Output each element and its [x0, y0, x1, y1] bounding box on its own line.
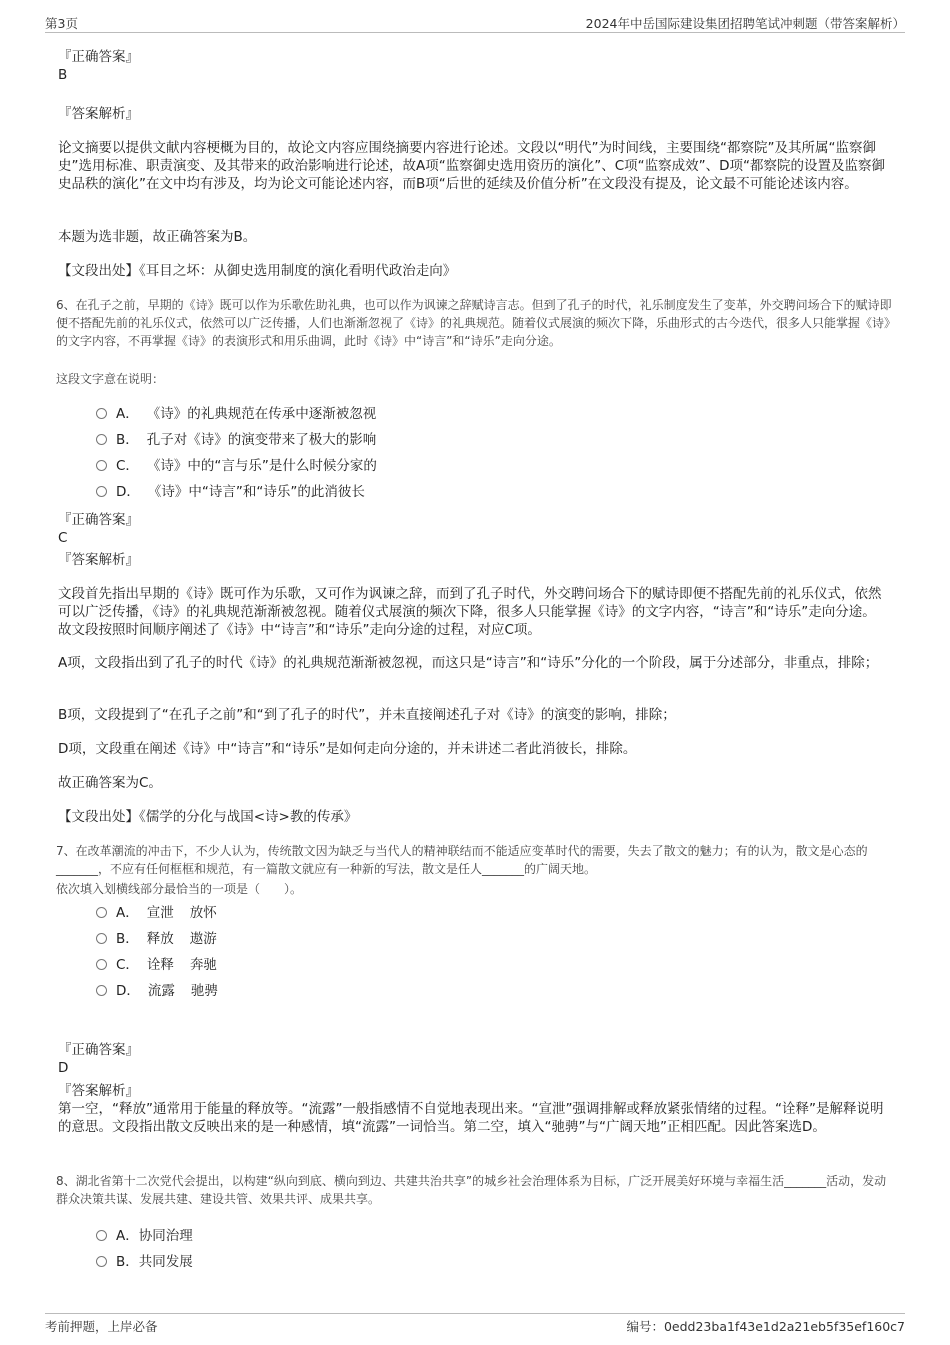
document-title: 2024年中岳国际建设集团招聘笔试冲刺题（带答案解析） — [585, 16, 905, 31]
radio-icon[interactable] — [96, 408, 107, 419]
q6-option-d[interactable] — [96, 483, 365, 501]
q8-option-b[interactable] — [96, 1253, 193, 1271]
q7-question: 7、在改革潮流的冲击下，不少人认为，传统散文因为缺乏与当代人的精神联结而不能适应变革时代的需要，失去了散文的魅力；有的认为，散文是心态的_______，不应有任何框框和规范，有一篇散文就应有一种新的写法，散文是任人_______的广阔天地。 — [56, 844, 868, 876]
radio-icon[interactable] — [96, 959, 107, 970]
q6-analysis-b: B项，文段提到了“在孔子之前”和“到了孔子的时代”，并未直接阐述孔子对《诗》的演变的影响，排除； — [58, 707, 676, 723]
option-text: 《诗》中“诗言”和“诗乐”的此消彼长 — [147, 484, 365, 500]
radio-icon[interactable] — [96, 460, 107, 471]
option-key: C． — [116, 957, 139, 973]
option-word-1: 诠释 — [146, 957, 174, 973]
q6-analysis-main: 文段首先指出早期的《诗》既可作为乐歌，又可作为讽谏之辞，而到了孔子时代，外交聘问场合下的赋诗即便不搭配先前的礼乐仪式，依然可以广泛传播，《诗》的礼典规范渐渐被忽视。随着仪式展演的频次下降，很多人只能掌握《诗》的文字内容，“诗言”和“诗乐”走向分途。故文段按照时间顺序阐述了《诗》中“诗言”和“诗乐”走向分途的过程，对应C项。 — [58, 586, 882, 638]
q6-answer: C — [58, 530, 68, 546]
q7-option-a[interactable] — [96, 904, 217, 922]
page-header — [45, 12, 905, 33]
q5-answer-label: 『正确答案』 — [58, 49, 139, 65]
q6-source: 【文段出处】《儒学的分化与战国<诗>教的传承》 — [58, 809, 358, 825]
q7-answer: D — [58, 1060, 69, 1076]
radio-icon[interactable] — [96, 486, 107, 497]
q6-conclusion: 故正确答案为C。 — [58, 775, 162, 791]
option-word-2: 放怀 — [189, 905, 217, 921]
q6-prompt: 这段文字意在说明： — [56, 372, 165, 386]
option-word-1: 宣泄 — [146, 905, 174, 921]
q5-conclusion: 本题为选非题，故正确答案为B。 — [58, 229, 257, 245]
q6-option-b[interactable] — [96, 431, 376, 449]
q6-analysis-label: 『答案解析』 — [58, 552, 139, 568]
q7-analysis-label: 『答案解析』 — [58, 1083, 139, 1099]
q7-answer-label: 『正确答案』 — [58, 1042, 139, 1058]
q7-option-b[interactable] — [96, 930, 217, 948]
q6-analysis-d: D项，文段重在阐述《诗》中“诗言”和“诗乐”是如何走向分途的，并未讲述二者此消彼长，排除。 — [58, 741, 637, 757]
option-word-2: 奔驰 — [189, 957, 217, 973]
radio-icon[interactable] — [96, 985, 107, 996]
option-key: A． — [116, 1228, 139, 1244]
q5-source: 【文段出处】《耳目之坏：从御史选用制度的演化看明代政治走向》 — [58, 263, 457, 279]
option-key: B． — [116, 931, 139, 947]
q6-answer-label: 『正确答案』 — [58, 512, 139, 528]
option-word-2: 驰骋 — [190, 983, 218, 999]
q6-analysis-a: A项，文段指出到了孔子的时代《诗》的礼典规范渐渐被忽视，而这只是“诗言”和“诗乐”分化的一个阶段，属于分述部分，非重点，排除； — [58, 655, 879, 671]
option-key: B． — [116, 1254, 139, 1270]
radio-icon[interactable] — [96, 1256, 107, 1267]
option-key: A． — [116, 406, 139, 422]
q5-analysis-label: 『答案解析』 — [58, 106, 139, 122]
q8-question: 8、湖北省第十二次党代会提出，以构建“纵向到底、横向到边、共建共治共享”的城乡社会治理体系为目标，广泛开展美好环境与幸福生活_______活动，发动群众决策共谋、发展共建、建设共管、效果共评、成果共享。 — [56, 1174, 887, 1206]
page-footer — [45, 1313, 905, 1336]
page-number: 第3页 — [45, 16, 78, 31]
option-text: 《诗》的礼典规范在传承中逐渐被忽视 — [146, 406, 377, 422]
option-word-1: 释放 — [146, 931, 174, 947]
q7-prompt: 依次填入划横线部分最恰当的一项是（ ）。 — [56, 882, 303, 896]
option-key: B． — [116, 432, 139, 448]
q8-option-a[interactable] — [96, 1227, 193, 1245]
option-text: 《诗》中的“言与乐”是什么时候分家的 — [146, 458, 377, 474]
radio-icon[interactable] — [96, 434, 107, 445]
option-text: 协同治理 — [138, 1228, 193, 1244]
option-key: D． — [116, 983, 140, 999]
q6-option-a[interactable] — [96, 405, 376, 423]
option-text: 孔子对《诗》的演变带来了极大的影响 — [146, 432, 377, 448]
option-key: C． — [116, 458, 139, 474]
q6-question: 6、在孔子之前，早期的《诗》既可以作为乐歌佐助礼典，也可以作为讽谏之辞赋诗言志。但到了孔子的时代，礼乐制度发生了变革，外交聘问场合下的赋诗即便不搭配先前的礼乐仪式，依然可以广泛传播，人们也渐渐忽视了《诗》的礼典规范。随着仪式展演的频次下降，乐曲形式的古今迭代，很多人只能掌握《诗》的文字内容，不再掌握《诗》的表演形式和用乐曲调，此时《诗》中“诗言”和“诗乐”走向分途。 — [56, 298, 897, 348]
q7-option-c[interactable] — [96, 956, 217, 974]
option-key: A． — [116, 905, 139, 921]
q5-answer: B — [58, 67, 68, 83]
footer-slogan: 考前押题，上岸必备 — [45, 1319, 158, 1334]
option-key: D． — [116, 484, 140, 500]
option-word-1: 流露 — [147, 983, 175, 999]
q7-analysis: 第一空，“释放”通常用于能量的释放等。“流露”一般指感情不自觉地表现出来。“宣泄”强调排解或释放紧张情绪的过程。“诠释”是解释说明的意思。文段指出散文反映出来的是一种感情，填“流露”一词恰当。第二空，填入“驰骋”与“广阔天地”正相匹配。因此答案选D。 — [58, 1101, 884, 1135]
option-word-2: 遨游 — [189, 931, 217, 947]
q7-option-d[interactable] — [96, 982, 218, 1000]
radio-icon[interactable] — [96, 1230, 107, 1241]
radio-icon[interactable] — [96, 907, 107, 918]
q6-option-c[interactable] — [96, 457, 377, 475]
q5-analysis: 论文摘要以提供文献内容梗概为目的，故论文内容应围绕摘要内容进行论述。文段以“明代”为时间线，主要围绕“都察院”及其所属“监察御史”选用标准、职责演变、及其带来的政治影响进行论述，故A项“监察御史选用资历的演化”、C项“监察成效”、D项“都察院的设置及监察御史品秩的演化”在文中均有涉及，均为论文可能论述内容，而B项“后世的延续及价值分析”在文段没有提及，论文最不可能论述该内容。 — [58, 140, 886, 192]
radio-icon[interactable] — [96, 933, 107, 944]
option-text: 共同发展 — [138, 1254, 193, 1270]
document-id: 编号：0edd23ba1f43e1d2a21eb5f35ef160c7 — [626, 1319, 905, 1334]
